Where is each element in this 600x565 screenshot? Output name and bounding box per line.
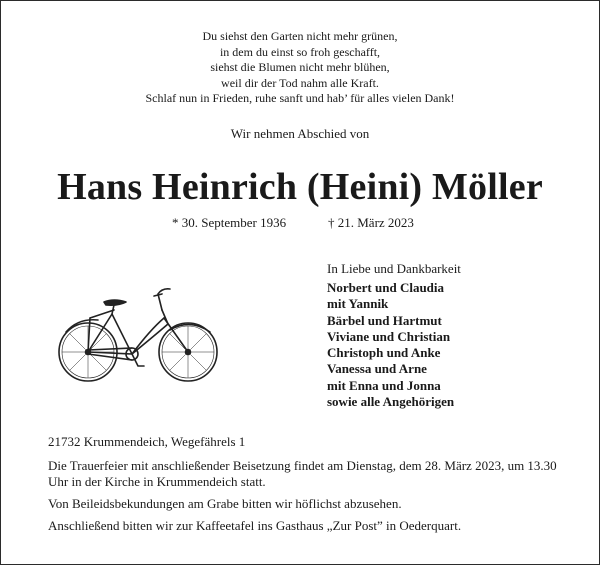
mourner-name: sowie alle Angehörigen: [327, 394, 455, 410]
reception-note: Anschließend bitten wir zur Kaffeetafel ins Gasthaus „Zur Post” in Oederquart.: [48, 518, 462, 533]
deceased-name: Hans Heinrich (Heini) Möller: [57, 166, 543, 208]
mourner-name: mit Enna und Jonna: [327, 377, 441, 393]
poem-line: Schlaf nun in Frieden, ruhe sanft und hab’ für alles vielen Dank!: [145, 91, 455, 105]
address: 21732 Krummendeich, Wegefährels 1: [48, 434, 246, 449]
mourner-name: Bärbel und Hartmut: [327, 312, 442, 328]
poem-line: siehst die Blumen nicht mehr blühen,: [210, 60, 390, 74]
birth-date: * 30. September 1936: [172, 215, 287, 230]
mourner-name: Vanessa und Arne: [327, 361, 427, 377]
mourners-heading: In Liebe und Dankbarkeit: [327, 261, 461, 276]
poem-line: in dem du einst so froh geschafft,: [219, 44, 381, 59]
footer-info: [48, 434, 578, 540]
funeral-info: Die Trauerfeier mit anschließender Beisetzung findet am Dienstag, dem 28. März 2023, um 13.30 Uhr in der Kirche in Krummendeich statt.: [48, 458, 557, 489]
mourners-list: [327, 260, 461, 410]
intro-text: Wir nehmen Abschied von: [230, 126, 370, 141]
mourner-name: Viviane und Christian: [327, 328, 451, 344]
bicycle-icon: [50, 280, 230, 390]
condolence-note: Von Beileidsbekundungen am Grabe bitten wir höflichst abzusehen.: [48, 496, 402, 511]
poem: [0, 29, 600, 107]
mourner-name: mit Yannik: [327, 296, 389, 312]
mourner-name: Norbert und Claudia: [327, 280, 445, 295]
poem-line: weil dir der Tod nahm alle Kraft.: [221, 75, 379, 90]
mourner-name: Christoph und Anke: [327, 345, 441, 361]
poem-line: Du siehst den Garten nicht mehr grünen,: [202, 29, 398, 43]
death-date: † 21. März 2023: [328, 215, 414, 230]
